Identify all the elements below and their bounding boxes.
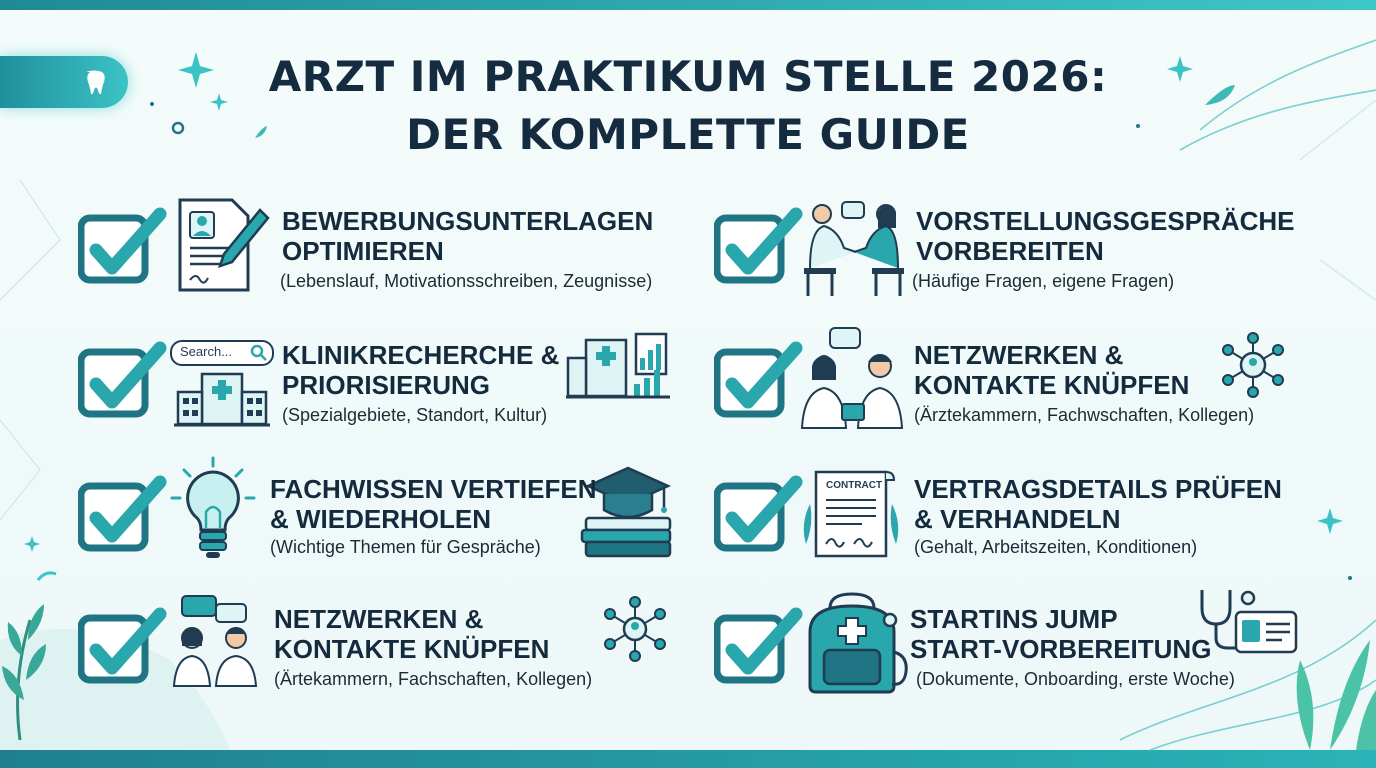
item-heading-line-1: FACHWISSEN VERTIEFEN	[270, 474, 597, 504]
item-heading-line-2: START-VORBEREITUNG	[910, 634, 1212, 664]
checkmark-icon	[78, 474, 168, 554]
item-heading-line-1: NETZWERKEN &	[274, 604, 484, 634]
doctors-chat-icon	[170, 592, 270, 688]
item-heading-line-2: OPTIMIEREN	[282, 236, 444, 266]
item-heading-line-1: STARTINS JUMP	[910, 604, 1118, 634]
item-heading-line-2: & VERHANDELN	[914, 504, 1121, 534]
contract-icon	[796, 464, 906, 564]
checkmark-icon	[714, 474, 804, 554]
item-heading-line-1: NETZWERKEN &	[914, 340, 1124, 370]
item-heading-line-2: PRIORISIERUNG	[282, 370, 491, 400]
item-heading-line-2: KONTAKTE KNÜPFEN	[914, 370, 1190, 400]
item-detail: (Häufige Fragen, eigene Fragen)	[912, 271, 1175, 291]
item-heading-line-2: & WIEDERHOLEN	[270, 504, 491, 534]
tooth-icon	[80, 68, 108, 96]
item-detail: (Wichtige Themen für Gespräche)	[270, 537, 541, 557]
item-heading-line-1: BEWERBUNGSUNTERLAGEN	[282, 206, 654, 236]
item-detail: (Ärtekammern, Fachschaften, Kollegen)	[274, 669, 593, 689]
checkmark-icon	[78, 606, 168, 686]
stethoscope-id-badge-icon	[1196, 584, 1300, 656]
search-icon	[250, 344, 268, 362]
lightbulb-icon	[170, 456, 256, 562]
item-heading-line-1: KLINIKRECHERCHE &	[282, 340, 560, 370]
handshake-icon	[800, 198, 910, 298]
hospital-chart-icon	[566, 330, 670, 400]
checkmark-icon	[78, 340, 168, 420]
title-line-2: DER KOMPLETTE GUIDE	[406, 110, 970, 159]
checkmark-icon	[714, 340, 804, 420]
title-line-1: ARZT IM PRAKTIKUM STELLE 2026:	[268, 52, 1108, 101]
item-heading-line-2: VORBEREITEN	[916, 236, 1104, 266]
contract-label: CONTRACT	[826, 480, 883, 491]
item-detail: (Dokumente, Onboarding, erste Woche)	[916, 669, 1235, 689]
logo-badge	[0, 56, 128, 108]
backpack-stethoscope-icon	[800, 592, 910, 694]
hospital-building-icon	[174, 366, 270, 428]
item-heading-line-1: VERTRAGSDETAILS PRÜFEN	[914, 474, 1282, 504]
network-nodes-icon	[602, 596, 668, 662]
search-placeholder-text: Search...	[180, 344, 233, 359]
page-title	[200, 48, 1176, 164]
item-detail: (Lebenslauf, Motivationsschreiben, Zeugnisse)	[280, 271, 653, 291]
item-detail: (Ärztekammern, Fachwschaften, Kollegen)	[914, 405, 1255, 425]
item-detail: (Spezialgebiete, Standort, Kultur)	[282, 405, 548, 425]
item-heading-line-1: VORSTELLUNGSGESPRÄCHE	[916, 206, 1295, 236]
item-detail: (Gehalt, Arbeitszeiten, Konditionen)	[914, 537, 1198, 557]
search-box-graphic	[170, 340, 274, 366]
document-pen-icon	[176, 196, 272, 296]
checkmark-icon	[78, 206, 168, 286]
checkmark-icon	[714, 206, 804, 286]
checkmark-icon	[714, 606, 804, 686]
network-nodes-icon	[1220, 332, 1286, 398]
doctors-network-icon	[800, 326, 904, 430]
item-heading-line-2: KONTAKTE KNÜPFEN	[274, 634, 550, 664]
